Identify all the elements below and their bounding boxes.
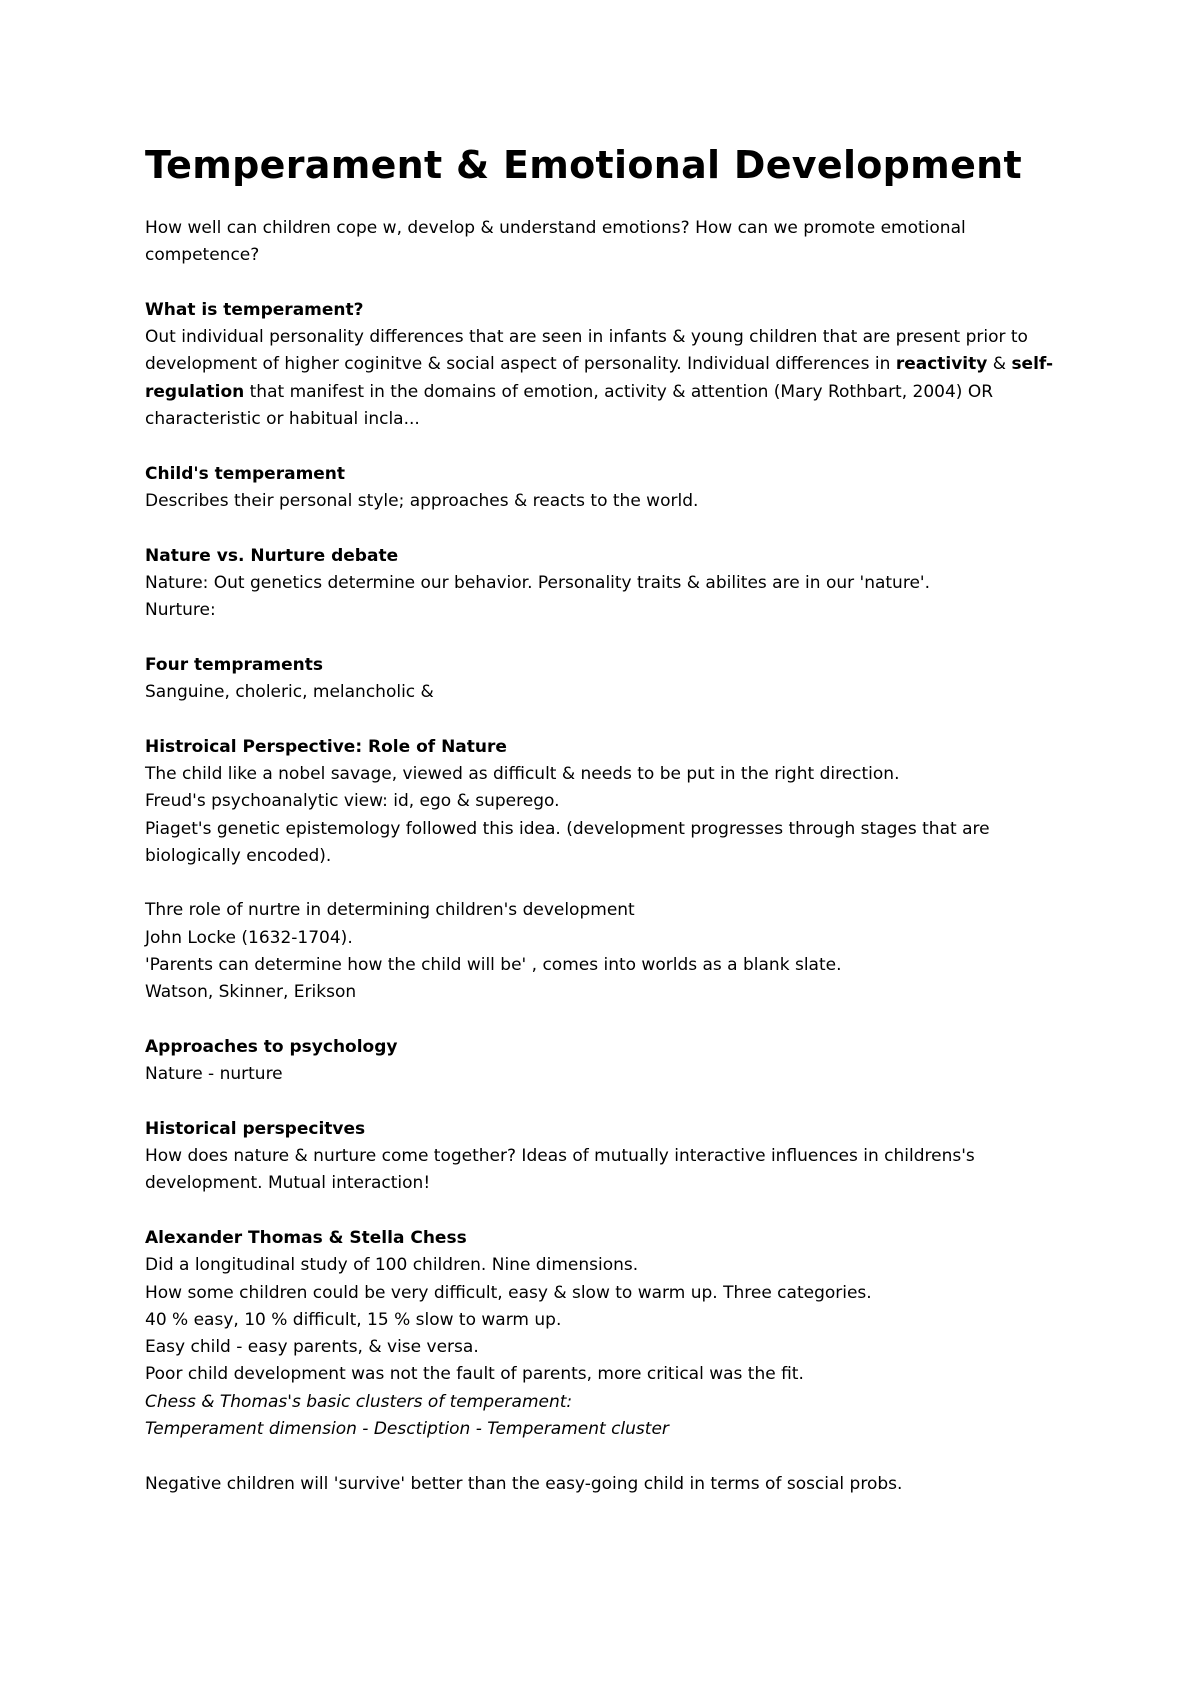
section-heading-childs-temperament: Child's temperament [145, 463, 346, 484]
section-heading-nature-nurture: Nature vs. Nurture debate [145, 545, 399, 566]
what-is-temperament-body [145, 324, 1075, 433]
body-line: Describes their personal style; approaches & reacts to the world. [145, 490, 699, 511]
document-title: Temperament & Emotional Development [145, 143, 1022, 187]
section-heading-four-temperaments: Four tempraments [145, 654, 323, 675]
closing-line: Negative children will 'survive' better than the easy-going child in terms of soscial probs. [145, 1473, 903, 1494]
body-text: Out individual personality differences that are seen in infants & young children that are present prior to development of higher coginitve & social aspect of personality. Individual differences in [145, 327, 1028, 375]
spacer [145, 624, 1075, 651]
body-line: Freud's psychoanalytic view: id, ego & superego. [145, 791, 560, 812]
italic-line: Temperament dimension - Desctiption - Temperament cluster [145, 1419, 669, 1440]
body-line: How some children could be very difficult, easy & slow to warm up. Three categories. [145, 1282, 872, 1303]
body-line: Nature: Out genetics determine our behavior. Personality traits & abilites are in our 'nature'. [145, 572, 930, 593]
body-line: Easy child - easy parents, & vise versa. [145, 1337, 479, 1358]
spacer [145, 706, 1075, 733]
body-line: The child like a nobel savage, viewed as difficult & needs to be put in the right direction. [145, 763, 900, 784]
body-line: Nurture: [145, 600, 216, 621]
body-line: 40 % easy, 10 % difficult, 15 % slow to warm up. [145, 1309, 562, 1330]
body-line: How does nature & nurture come together? Ideas of mutually interactive influences in childrens's development. Mutual interaction! [145, 1146, 975, 1194]
body-text: that manifest in the domains of emotion, activity & attention (Mary Rothbart, 2004) OR characteristic or habitual incla... [145, 381, 994, 430]
body-line: Did a longitudinal study of 100 children. Nine dimensions. [145, 1255, 639, 1276]
italic-line: Chess & Thomas's basic clusters of temperament: [145, 1391, 573, 1412]
body-line: Thre role of nurtre in determining children's development [145, 900, 635, 921]
term-reactivity: reactivity [895, 354, 988, 375]
body-line: John Locke (1632-1704). [145, 927, 353, 948]
spacer [145, 433, 1075, 460]
body-text: & [987, 354, 1012, 375]
spacer [145, 270, 1075, 297]
section-heading-historical-perspectives: Historical perspecitves [145, 1118, 366, 1139]
spacer [145, 1089, 1075, 1116]
spacer [145, 515, 1075, 542]
intro-paragraph: How well can children cope w, develop & understand emotions? How can we promote emotional competence? [145, 218, 966, 266]
document-page [145, 142, 1075, 1498]
body-line: 'Parents can determine how the child will be' , comes into worlds as a blank slate. [145, 955, 842, 976]
section-heading-approaches: Approaches to psychology [145, 1036, 398, 1057]
spacer [145, 1443, 1075, 1470]
spacer [145, 1007, 1075, 1034]
body-line: Poor child development was not the fault of parents, more critical was the fit. [145, 1364, 804, 1385]
section-heading-thomas-chess: Alexander Thomas & Stella Chess [145, 1227, 467, 1248]
section-heading-historical-nature: Histroical Perspective: Role of Nature [145, 736, 507, 757]
section-heading-what-is-temperament: What is temperament? [145, 299, 364, 320]
body-line: Nature - nurture [145, 1064, 283, 1085]
spacer [145, 870, 1075, 897]
body-line: Piaget's genetic epistemology followed this idea. (development progresses through stages that are biologically encoded). [145, 818, 990, 866]
body-line: Watson, Skinner, Erikson [145, 982, 357, 1003]
body-line: Sanguine, choleric, melancholic & [145, 682, 434, 703]
spacer [145, 1198, 1075, 1225]
term-self-regulation: self-regulation [145, 354, 1054, 402]
